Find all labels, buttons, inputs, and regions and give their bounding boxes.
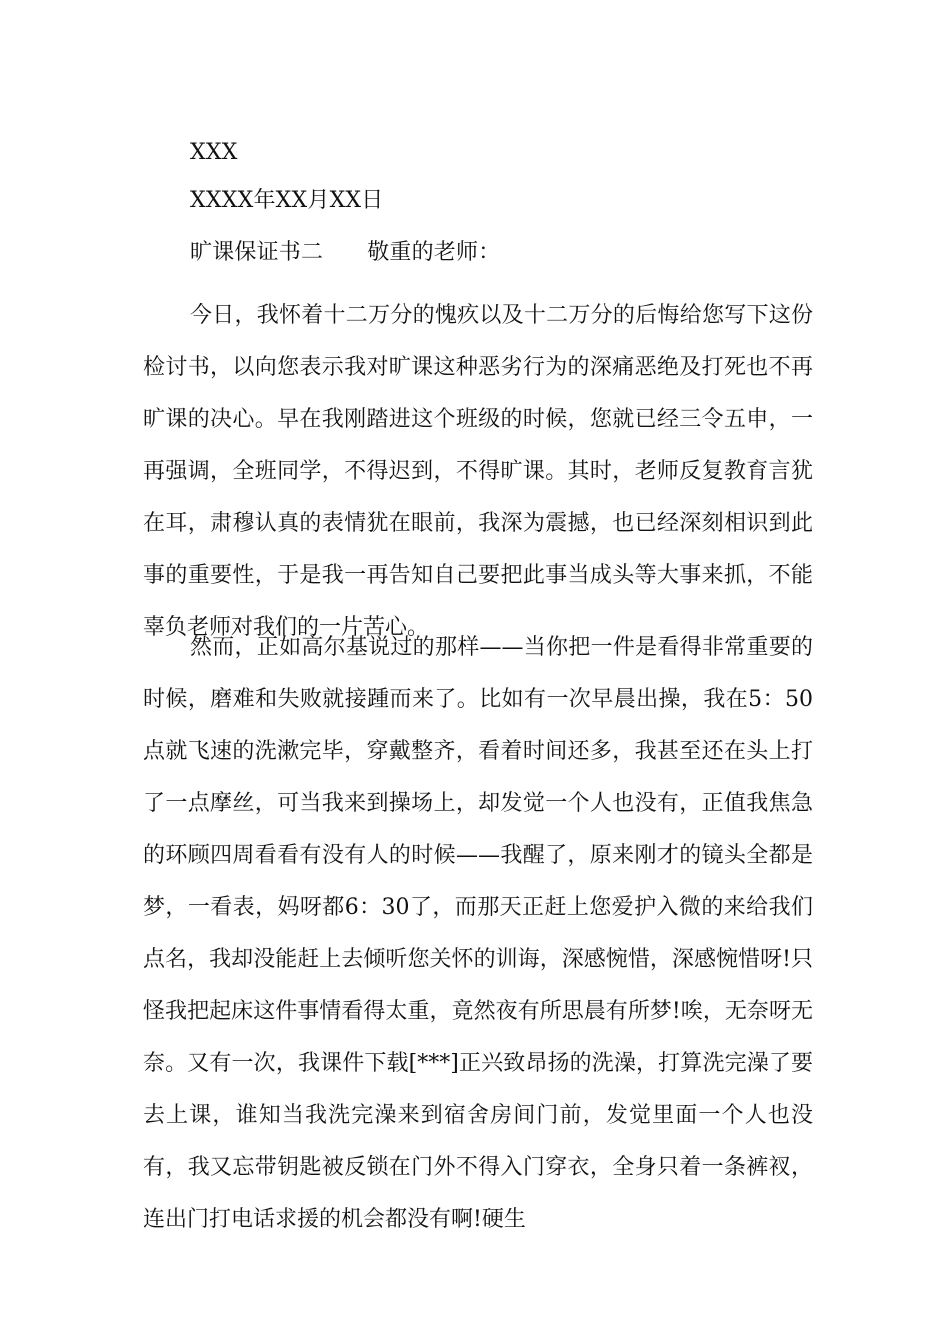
section-heading bbox=[190, 240, 500, 266]
signature-name: XXX bbox=[190, 140, 238, 165]
section-title: 旷课保证书二 bbox=[190, 240, 324, 265]
body-paragraph-1: 今日，我怀着十二万分的愧疚以及十二万分的后悔给您写下这份检讨书，以向您表示我对旷课这种恶劣行为的深痛恶绝及打死也不再旷课的决心。早在我刚踏进这个班级的时候，您就已经三令五申，一再强调，全班同学，不得迟到，不得旷课。其时，老师反复教育言犹在耳，肃穆认真的表情犹在眼前，我深为震撼，也已经深刻相识到此事的重要性，于是我一再告知自己要把此事当成头等大事来抓，不能辜负老师对我们的一片苦心。 bbox=[143, 303, 813, 640]
salutation: 敬重的老师： bbox=[367, 240, 501, 265]
signature-date: XXXX年XX月XX日 bbox=[190, 188, 384, 213]
body-paragraph-2: 然而，正如高尔基说过的那样——当你把一件是看得非常重要的时候，磨难和失败就接踵而来了。比如有一次早晨出操，我在5：50点就飞速的洗漱完毕，穿戴整齐，看着时间还多，我甚至还在头上打了一点摩丝，可当我来到操场上，却发觉一个人也没有，正值我焦急的环顾四周看看有没有人的时候——我醒了，原来刚才的镜头全都是梦，一看表，妈呀都6：30了，而那天正赶上您爱护入微的来给我们点名，我却没能赶上去倾听您关怀的训诲，深感惋惜，深感惋惜呀!只怪我把起床这件事情看得太重，竟然夜有所思晨有所梦!唉，无奈呀无奈。又有一次，我课件下载[***]正兴致昂扬的洗澡，打算洗完澡了要去上课，谁知当我洗完澡来到宿舍房间门前，发觉里面一个人也没有，我又忘带钥匙被反锁在门外不得入门穿衣，全身只着一条裤衩，连出门打电话求援的机会都没有啊!硬生 bbox=[143, 635, 813, 1232]
